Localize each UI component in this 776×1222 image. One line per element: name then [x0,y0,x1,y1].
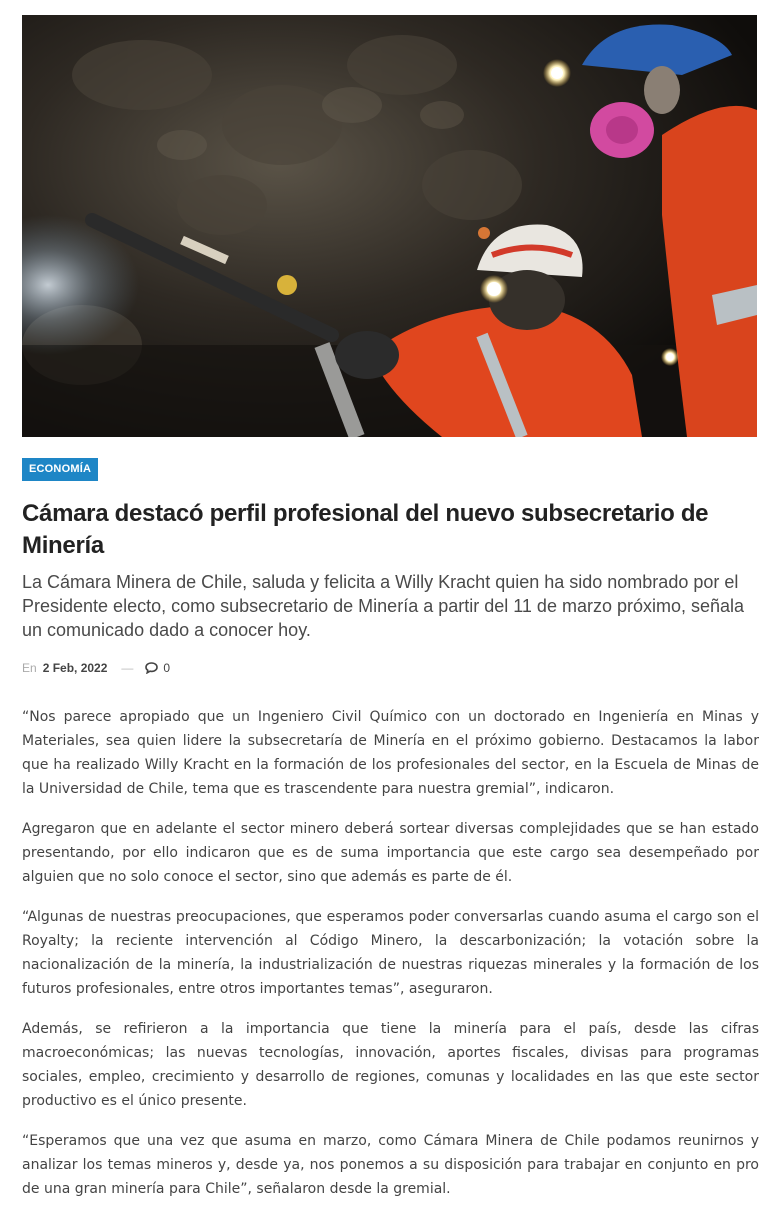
article-body [22,705,759,1217]
article-title: Cámara destacó perfil profesional del nuevo subsecretario de Minería [22,500,709,559]
meta-separator: — [121,661,134,675]
article-meta [22,660,170,676]
body-paragraph: Agregaron que en adelante el sector minero deberá sortear diversas complejidades que se han estado presentando, por ello indicaron que es de suma importancia que este cargo sea desempeñado por alguien que no solo conoce el sector, sino que además es parte de él. [22,821,759,885]
article-lead: La Cámara Minera de Chile, saluda y felicita a Willy Kracht quien ha sido nombrado por el Presidente electo, como subsecretario de Minería a partir del 11 de marzo próximo, señala un comunicado dado a conocer hoy. [22,572,745,640]
article-hero-image [22,15,757,437]
body-paragraph: “Nos parece apropiado que un Ingeniero Civil Químico con un doctorado en Ingeniería en Minas y Materiales, sea quien lidere la subsecretaría de Minería en el próximo gobierno. Destacamos la labor que ha realizado Willy Kracht en la formación de los profesionales del sector, en la Escuela de Minas de la Universidad de Chile, tema que es trascendente para nuestra gremial”, indicaron. [22,709,759,797]
category-badge[interactable]: ECONOMÍA [22,458,98,481]
meta-prefix: En [22,661,37,675]
body-paragraph: “Esperamos que una vez que asuma en marzo, como Cámara Minera de Chile podamos reunirnos y analizar los temas mineros y, desde ya, nos ponemos a su disposición para trabajar en conjunto en pro de una gran minería para Chile”, señalaron desde la gremial. [22,1133,759,1197]
mine-workers-photo [22,15,757,437]
comments-link[interactable] [145,661,170,675]
publish-date-link[interactable]: 2 Feb, 2022 [42,661,108,675]
comment-icon [145,662,158,674]
body-paragraph: “Algunas de nuestras preocupaciones, que esperamos poder conversarlas cuando asuma el cargo son el Royalty; la reciente intervención al Código Minero, la descarbonización; la votación sobre la nacionalización de la minería, la industrialización de nuestras riquezas minerales y la formación de los futuros profesionales, entre otros importantes temas”, aseguraron. [22,909,759,997]
body-paragraph: Además, se refirieron a la importancia que tiene la minería para el país, desde las cifras macroeconómicas; las nuevas tecnologías, innovación, aportes fiscales, divisas para programas sociales, empleo, crecimiento y desarrollo de regiones, comunas y localidades en las que este sector productivo es el único presente. [22,1021,759,1109]
comments-count: 0 [163,661,171,675]
